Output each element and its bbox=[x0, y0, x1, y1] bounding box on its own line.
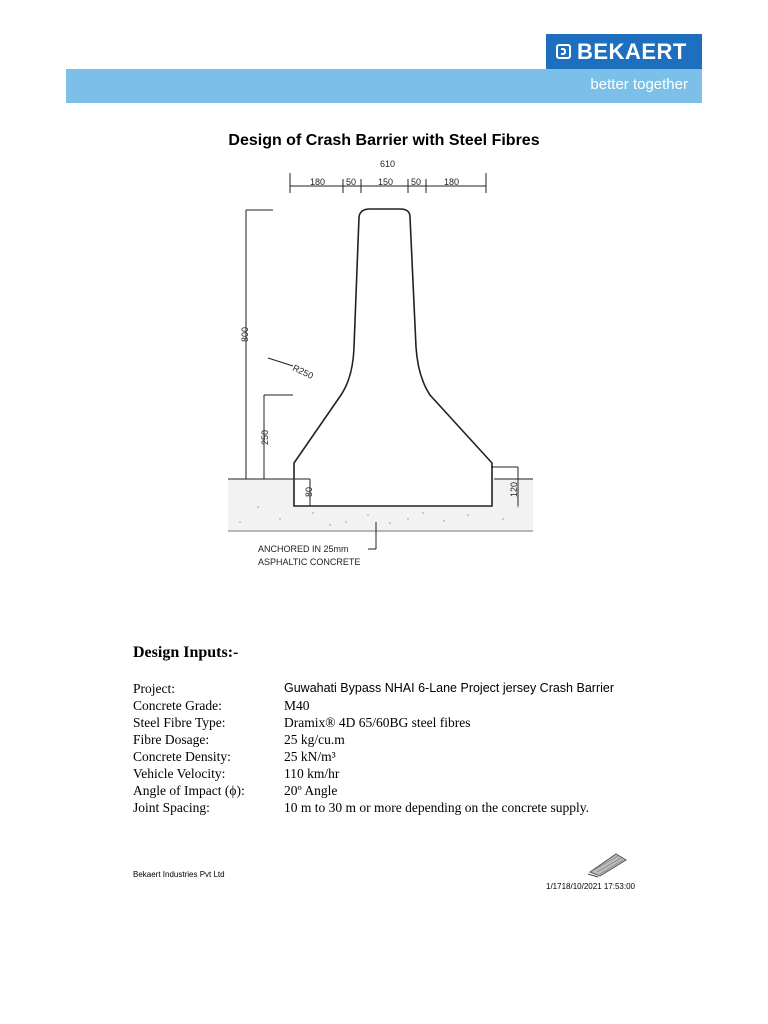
document-title: Design of Crash Barrier with Steel Fibres bbox=[228, 132, 540, 149]
brand-name: BEKAERT bbox=[577, 38, 687, 64]
signature-stamp-icon bbox=[586, 850, 630, 878]
input-label: Fibre Dosage: bbox=[133, 732, 210, 747]
bekaert-logo bbox=[546, 34, 702, 69]
note-line-2: ASPHALTIC CONCRETE bbox=[258, 557, 361, 567]
input-value: M40 bbox=[284, 698, 310, 713]
input-value: 20º Angle bbox=[284, 783, 338, 798]
dim-left-slope: 50 bbox=[346, 177, 357, 187]
header-banner bbox=[66, 69, 702, 103]
dim-right-base: 180 bbox=[444, 177, 460, 187]
dim-right-base-height: 120 bbox=[509, 481, 519, 497]
input-value: 25 kN/m³ bbox=[284, 749, 336, 764]
input-label: Joint Spacing: bbox=[133, 800, 210, 815]
brand-tagline: better together bbox=[590, 76, 688, 93]
input-label: Vehicle Velocity: bbox=[133, 766, 226, 781]
dim-left-base: 180 bbox=[310, 177, 326, 187]
input-value: 110 km/hr bbox=[284, 766, 340, 781]
barrier-profile bbox=[294, 209, 492, 506]
dim-radius: R250 bbox=[291, 362, 315, 381]
input-label: Concrete Density: bbox=[133, 749, 231, 764]
dim-right-slope: 50 bbox=[411, 177, 422, 187]
bekaert-logo-icon bbox=[556, 44, 571, 59]
footer-company: Bekaert Industries Pvt Ltd bbox=[133, 870, 225, 879]
input-label: Steel Fibre Type: bbox=[133, 715, 226, 730]
dim-top-width: 150 bbox=[378, 177, 394, 187]
dim-overall-width: 610 bbox=[380, 159, 396, 169]
input-value: 25 kg/cu.m bbox=[284, 732, 345, 747]
input-label: Angle of Impact (ϕ): bbox=[133, 783, 245, 798]
input-label: Project: bbox=[133, 681, 175, 696]
radius-leader bbox=[268, 358, 293, 366]
crash-barrier-drawing bbox=[218, 157, 548, 577]
input-value: Guwahati Bypass NHAI 6-Lane Project jersey Crash Barrier bbox=[284, 681, 614, 695]
input-value: 10 m to 30 m or more depending on the concrete supply. bbox=[284, 800, 590, 815]
dim-height: 800 bbox=[240, 326, 250, 342]
note-line-1: ANCHORED IN 25mm bbox=[258, 544, 349, 554]
dim-left-base-height: 80 bbox=[304, 486, 314, 497]
input-value: Dramix® 4D 65/60BG steel fibres bbox=[284, 715, 471, 730]
input-label: Concrete Grade: bbox=[133, 698, 222, 713]
footer-page-info: 1/1718/10/2021 17:53:00 bbox=[546, 882, 635, 891]
dim-lower-height: 250 bbox=[260, 429, 270, 445]
design-inputs-heading: Design Inputs:- bbox=[133, 644, 239, 661]
